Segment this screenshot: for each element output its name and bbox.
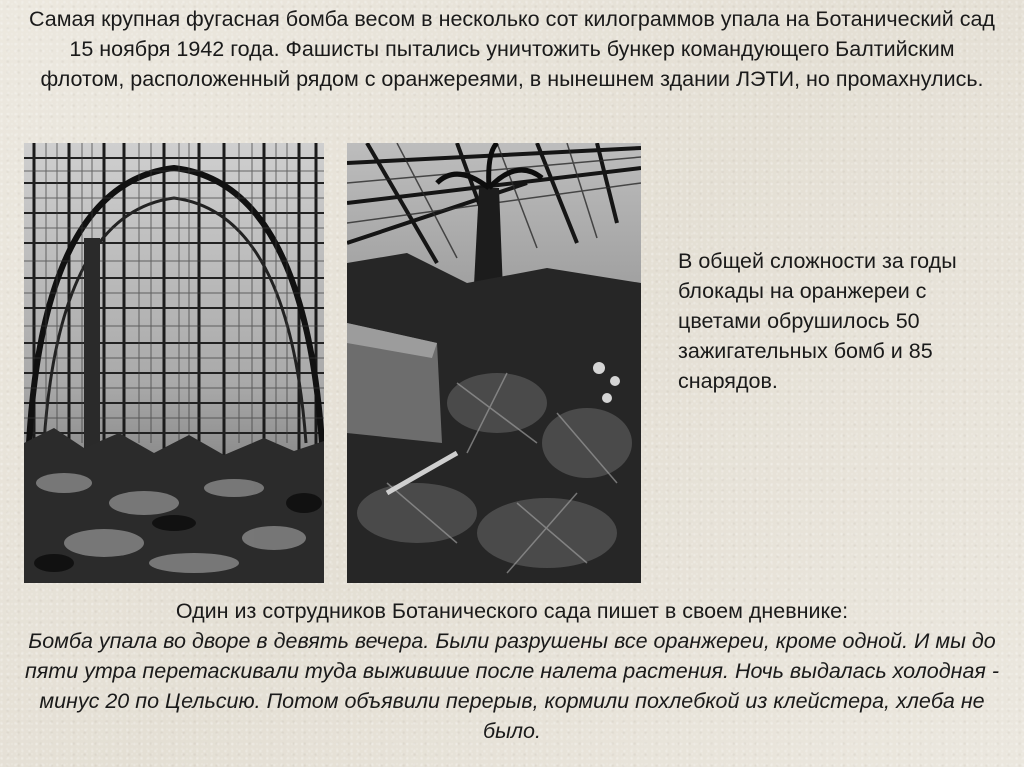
diary-quote: Бомба упала во дворе в девять вечера. Были разрушены все оранжереи, кроме одной. И мы до пяти утра перетаскивали туда выжившие после налета растения. Ночь выдалась холодная - минус 20 по Цельсию. Потом объявили перерыв, кормили похлебкой из клейстера, хлеба не было. (24, 629, 1000, 743)
diary-intro: Один из сотрудников Ботанического сада пишет в своем дневнике: (175, 599, 849, 623)
side-paragraph: В общей сложности за годы блокады на оранжереи с цветами обрушилось 50 зажигательных бомб и 85 снарядов. (678, 249, 957, 393)
greenhouse-ruins-photo-left (24, 143, 324, 583)
greenhouse-ruins-photo-right (347, 143, 641, 583)
diary-block (20, 596, 1004, 746)
top-paragraph: Самая крупная фугасная бомба весом в несколько сот килограммов упала на Ботанический сад 15 ноября 1942 года. Фашисты пытались уничтожить бункер командующего Балтийским флотом, расположенный рядом с оранжереями, в нынешнем здании ЛЭТИ, но промахнулись. (29, 7, 995, 91)
